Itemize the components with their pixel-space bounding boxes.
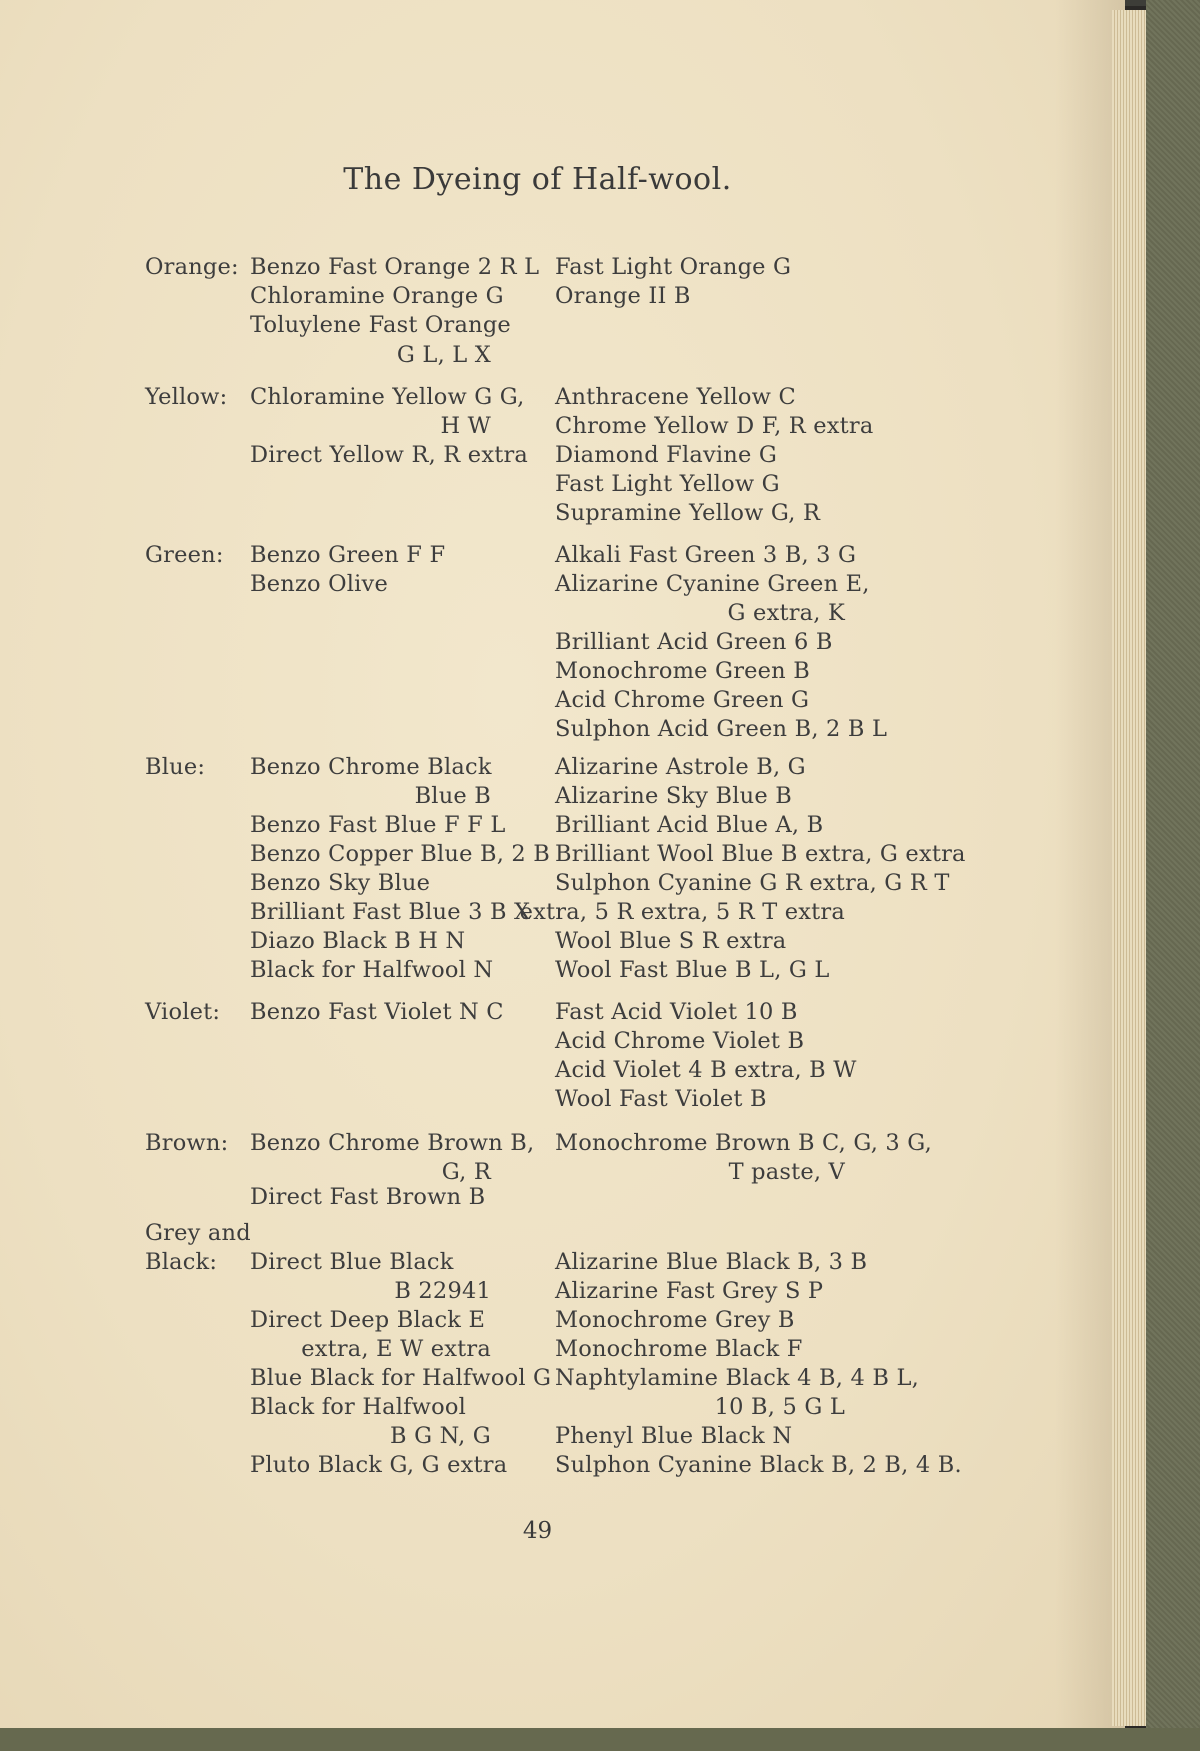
dye-entry: Black for Halfwool <box>250 1394 467 1420</box>
dye-entry: Brilliant Acid Green 6 B <box>555 629 833 655</box>
dye-entry: Acid Chrome Green G <box>555 687 810 713</box>
dye-entry-continuation: B G N, G <box>390 1423 491 1449</box>
dye-entry: Toluylene Fast Orange <box>250 312 511 338</box>
dye-entry-continuation: G, R <box>441 1159 491 1185</box>
dye-entry: Benzo Chrome Brown B, <box>250 1130 535 1156</box>
dye-entry: Fast Acid Violet 10 B <box>555 999 798 1025</box>
group-label-black: Black: <box>145 1249 218 1275</box>
dye-entry: Chrome Yellow D F, R extra <box>555 413 874 439</box>
dye-entry: Alizarine Blue Black B, 3 B <box>555 1249 868 1275</box>
dye-entry: Anthracene Yellow C <box>555 384 796 410</box>
dye-entry: Chloramine Orange G <box>250 283 504 309</box>
dye-entry: Alkali Fast Green 3 B, 3 G <box>555 542 857 568</box>
dye-entry: Brilliant Acid Blue A, B <box>555 812 824 838</box>
dye-entry: Wool Fast Violet B <box>555 1086 767 1112</box>
dye-entry: Naphtylamine Black 4 B, 4 B L, <box>555 1365 919 1391</box>
dye-entry-continuation: extra, 5 R extra, 5 R T extra <box>519 899 845 925</box>
dye-entry: Benzo Sky Blue <box>250 870 431 896</box>
dye-entry: Diamond Flavine G <box>555 442 778 468</box>
page-title: The Dyeing of Half-wool. <box>343 162 732 197</box>
dye-entry-continuation: 10 B, 5 G L <box>714 1394 845 1420</box>
dye-entry: Benzo Copper Blue B, 2 B <box>250 841 551 867</box>
dye-entry: Monochrome Brown B C, G, 3 G, <box>555 1130 933 1156</box>
dye-entry: Pluto Black G, G extra <box>250 1452 508 1478</box>
dye-entry-continuation: Blue B <box>414 783 491 809</box>
dye-entry: Blue Black for Halfwool G <box>250 1365 552 1391</box>
dye-entry: Acid Violet 4 B extra, B W <box>555 1057 857 1083</box>
group-label-orange: Orange: <box>145 254 239 280</box>
dye-entry: Sulphon Acid Green B, 2 B L <box>555 716 888 742</box>
dye-entry-continuation: B 22941 <box>394 1278 491 1304</box>
dye-entry: Phenyl Blue Black N <box>555 1423 793 1449</box>
dye-entry: Alizarine Astrole B, G <box>555 754 806 780</box>
dye-entry-continuation: G extra, K <box>727 600 845 626</box>
dye-entry: Alizarine Sky Blue B <box>555 783 792 809</box>
book-cover-bottom <box>0 1728 1200 1751</box>
dye-entry: Monochrome Grey B <box>555 1307 795 1333</box>
dye-entry-continuation: G L, L X <box>396 342 491 368</box>
dye-entry: Direct Yellow R, R extra <box>250 442 529 468</box>
dye-entry: Monochrome Black F <box>555 1336 803 1362</box>
dye-entry: Supramine Yellow G, R <box>555 500 821 526</box>
dye-entry: Wool Blue S R extra <box>555 928 787 954</box>
dye-entry: Sulphon Cyanine G R extra, G R T <box>555 870 950 896</box>
dye-entry: Acid Chrome Violet B <box>555 1028 805 1054</box>
dye-entry: Benzo Fast Orange 2 R L <box>250 254 540 280</box>
dye-entry-continuation: extra, E W extra <box>301 1336 491 1362</box>
dye-entry: Black for Halfwool N <box>250 957 494 983</box>
dye-entry: Benzo Fast Violet N C <box>250 999 504 1025</box>
page-number: 49 <box>522 1518 553 1544</box>
dye-entry: Fast Light Orange G <box>555 254 792 280</box>
dye-entry: Direct Deep Black E <box>250 1307 486 1333</box>
dye-entry: Diazo Black B H N <box>250 928 466 954</box>
dye-entry: Fast Light Yellow G <box>555 471 780 497</box>
group-label-brown: Brown: <box>145 1130 229 1156</box>
dye-entry: Monochrome Green B <box>555 658 810 684</box>
group-label-violet: Violet: <box>145 999 221 1025</box>
dye-entry: Brilliant Wool Blue B extra, G extra <box>555 841 966 867</box>
book-cover-right <box>1146 0 1200 1751</box>
dye-entry: Benzo Olive <box>250 571 388 597</box>
dye-entry: Benzo Green F F <box>250 542 446 568</box>
page-block-edges <box>1112 10 1147 1726</box>
group-label-grey: Grey and <box>145 1220 251 1246</box>
dye-entry: Sulphon Cyanine Black B, 2 B, 4 B. <box>555 1452 962 1478</box>
dye-entry: Chloramine Yellow G G, <box>250 384 525 410</box>
dye-entry: Alizarine Fast Grey S P <box>555 1278 824 1304</box>
dye-entry-continuation: H W <box>440 413 491 439</box>
group-label-green: Green: <box>145 542 224 568</box>
group-label-yellow: Yellow: <box>145 384 228 410</box>
dye-entry: Wool Fast Blue B L, G L <box>555 957 830 983</box>
dye-entry: Benzo Fast Blue F F L <box>250 812 506 838</box>
dye-entry: Orange II B <box>555 283 691 309</box>
dye-entry: Benzo Chrome Black <box>250 754 492 780</box>
dye-entry: Brilliant Fast Blue 3 B X <box>250 899 531 925</box>
dye-entry: Alizarine Cyanine Green E, <box>555 571 870 597</box>
dye-entry-continuation: T paste, V <box>728 1159 845 1185</box>
group-label-blue: Blue: <box>145 754 206 780</box>
dye-entry: Direct Fast Brown B <box>250 1184 486 1210</box>
dye-entry: Direct Blue Black <box>250 1249 454 1275</box>
